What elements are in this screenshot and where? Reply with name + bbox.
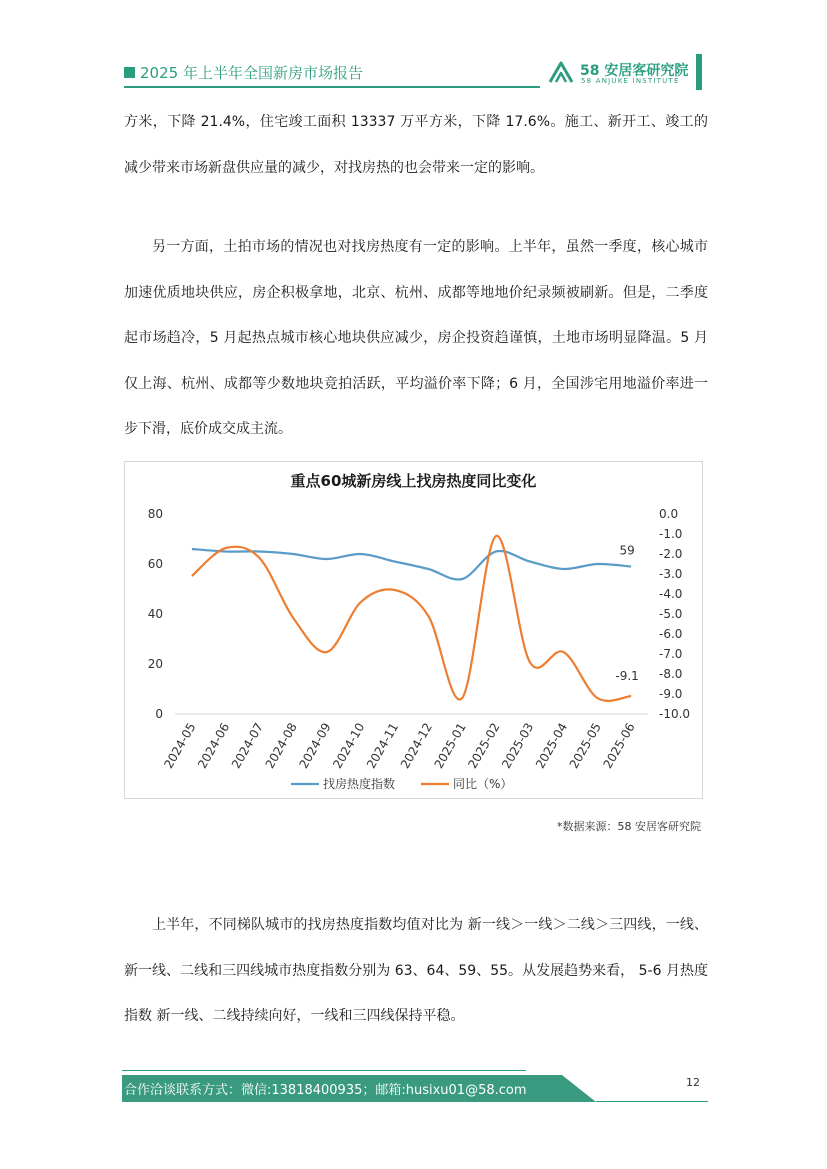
right-axis-tick-label: -2.0 [659,547,683,561]
right-axis-tick-label: -4.0 [659,587,683,601]
contact-info: 合作洽谈联系方式：微信:13818400935；邮箱:husixu01@58.com [124,1083,527,1098]
footer-rule [596,1101,708,1102]
paragraph-city-tiers: 上半年，不同梯队城市的找房热度指数均值对比为 新一线＞一线＞二线＞三四线，一线、新一线、二线和三四线城市热度指数分别为 63、64、59、55。从发展趋势来看， 5-6 月热度指数 新一线、二线持续向好，一线和三四线保持平稳。 [124,917,708,1024]
header-square-icon [124,67,135,78]
x-axis-tick-label: 2025-04 [532,720,571,771]
logo-mark-icon [548,60,574,84]
x-axis-tick-label: 2024-05 [161,720,199,771]
paragraph-construction: 方米，下降 21.4%，住宅竣工面积 13337 万平方米，下降 17.6%。施工、新开工、竣工的减少带来市场新盘供应量的减少，对找房热的也会带来一定的影响。 [124,114,708,176]
series-line-heat-index [192,549,631,580]
left-axis-tick-label: 40 [147,607,163,621]
right-axis-tick-label: -8.0 [659,667,683,681]
x-axis-tick-label: 2025-03 [499,720,537,771]
right-axis-tick-label: -10.0 [659,707,691,721]
x-axis-tick-label: 2025-06 [600,720,638,771]
page-number: 12 [686,1076,700,1089]
x-axis-tick-label: 2025-02 [465,720,503,771]
right-axis-tick-label: -1.0 [659,527,683,541]
left-axis-tick-label: 80 [147,507,163,521]
right-axis-tick-label: 0.0 [659,507,679,521]
x-axis-tick-label: 2025-01 [431,720,469,771]
left-axis-tick-label: 60 [147,557,163,571]
chart-container [124,461,703,799]
left-axis-tick-label: 0 [155,707,163,721]
footer-divider [122,1070,526,1071]
line-chart [125,462,704,800]
x-axis-tick-label: 2024-06 [195,720,233,771]
header-divider [124,86,540,88]
right-axis-tick-label: -9.0 [659,687,683,701]
page-header [124,58,708,92]
legend-label: 同比（%） [453,777,513,791]
right-axis-tick-label: -5.0 [659,607,683,621]
x-axis-tick-label: 2025-05 [566,720,604,771]
left-axis-tick-label: 20 [147,657,163,671]
x-axis-tick-label: 2024-10 [330,720,368,771]
data-label-yoy-last: -9.1 [615,669,639,683]
logo-name: 58 安居客研究院 [580,63,689,79]
legend-label: 找房热度指数 [323,777,396,791]
institute-logo [548,58,698,88]
x-axis-tick-label: 2024-09 [296,720,334,771]
right-axis-tick-label: -3.0 [659,567,683,581]
x-axis-tick-label: 2024-07 [228,720,267,771]
x-axis-tick-label: 2024-12 [397,720,435,771]
x-axis-tick-label: 2024-11 [364,720,402,771]
paragraph-land-market: 另一方面，土拍市场的情况也对找房热度有一定的影响。上半年，虽然一季度，核心城市加速优质地块供应，房企积极拿地，北京、杭州、成都等地地价纪录频被刷新。但是，二季度起市场趋冷，5 月起热点城市核心地块供应减少，房企投资趋谨慎，土地市场明显降温。5 月仅上海、杭州、成都等少数地块竞拍活跃，平均溢价率下降；6 月，全国涉宅用地溢价率进一步下滑，底价成交成主流。 [124,239,708,437]
report-title: 2025 年上半年全国新房市场报告 [140,64,363,82]
right-axis-tick-label: -7.0 [659,647,683,661]
logo-subtitle: 58 ANJUKE INSTITUTE [581,77,680,85]
chart-title: 重点60城新房线上找房热度同比变化 [290,472,537,490]
data-source-note: *数据来源：58 安居客研究院 [557,820,701,833]
series-line-yoy [192,536,631,701]
data-label-heat-last: 59 [619,543,635,558]
right-axis-tick-label: -6.0 [659,627,683,641]
x-axis-tick-label: 2024-08 [262,720,300,771]
header-accent-bar [696,54,702,90]
